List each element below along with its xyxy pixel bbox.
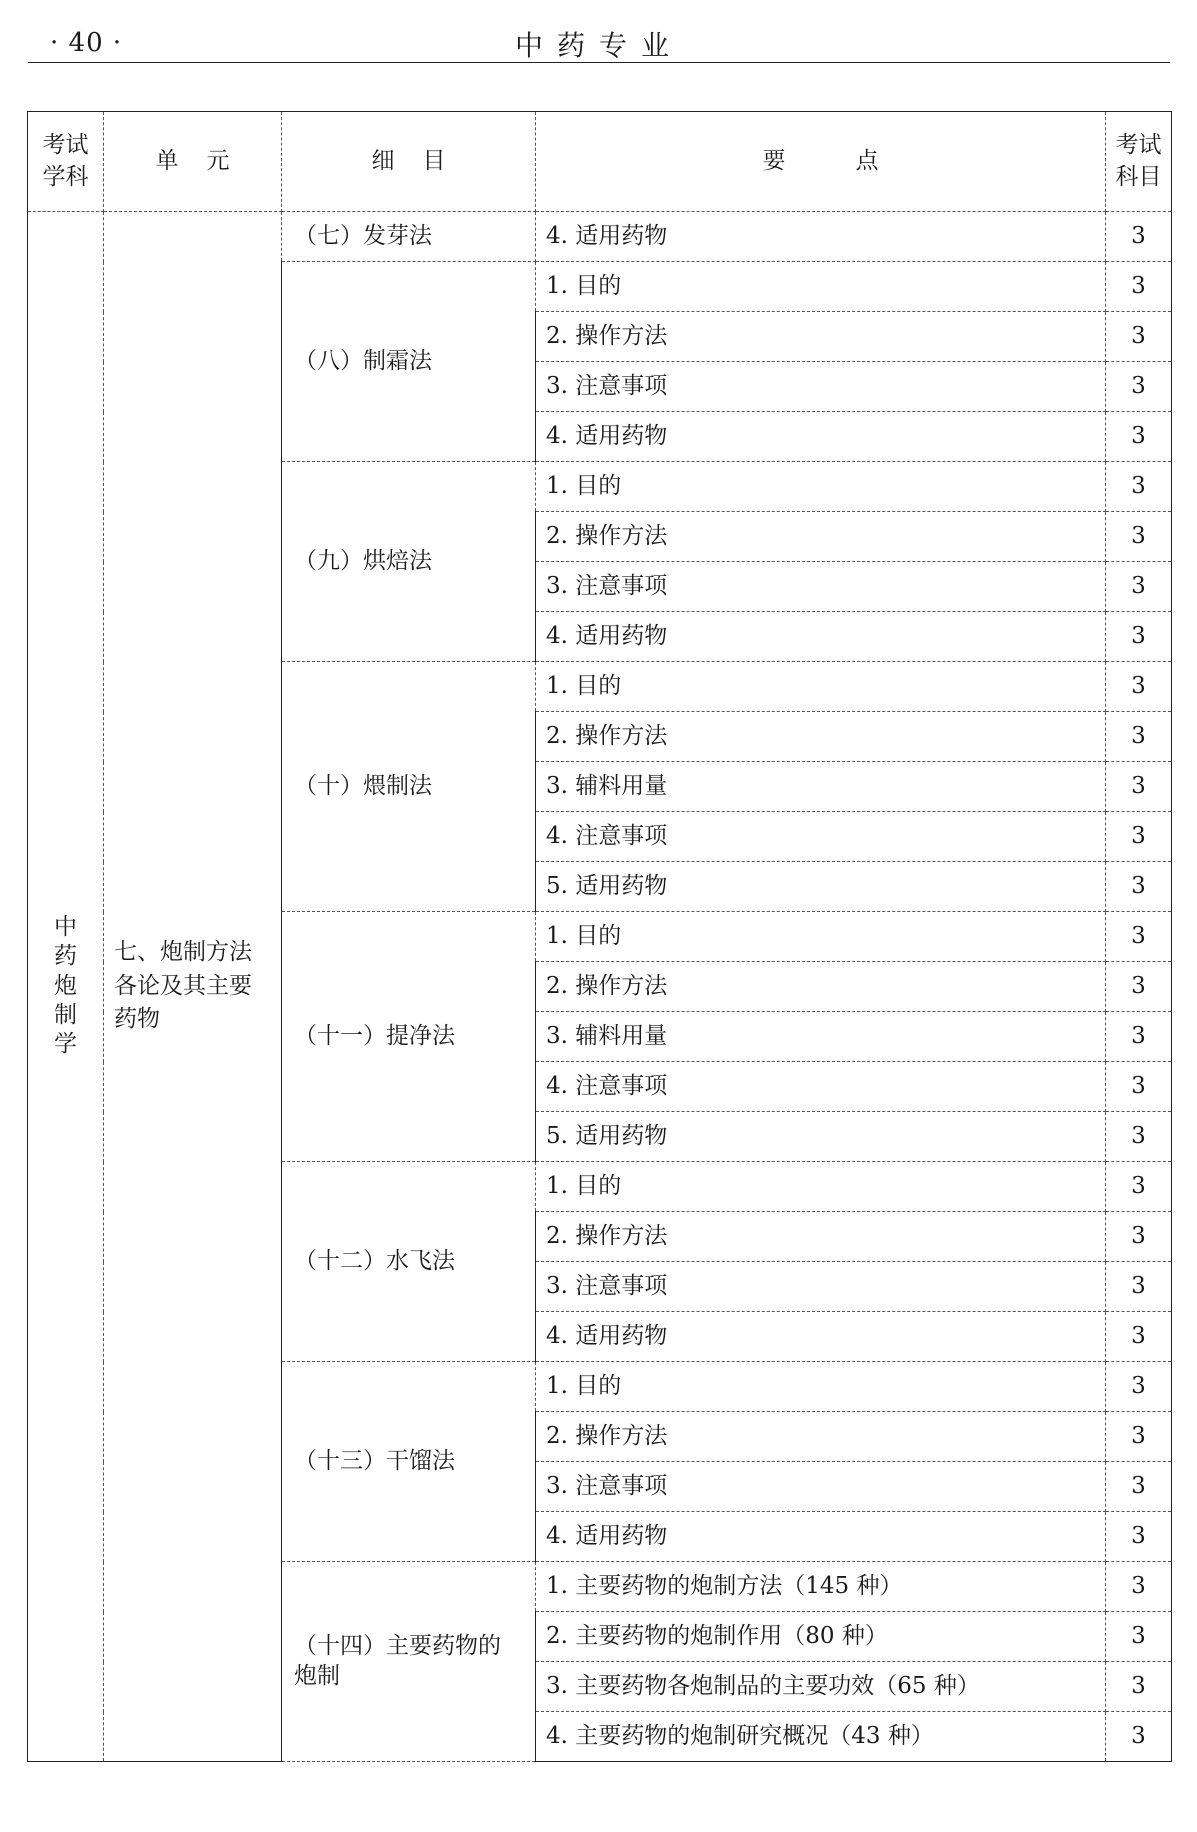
page-title: 中药专业 — [514, 29, 683, 62]
point-cell: 3. 辅料用量 — [536, 762, 1106, 812]
item-cell: （十四）主要药物的炮制 — [282, 1562, 536, 1762]
point-cell: 2. 操作方法 — [536, 512, 1106, 562]
level-cell: 3 — [1106, 1062, 1172, 1112]
level-cell: 3 — [1106, 362, 1172, 412]
point-cell: 4. 适用药物 — [536, 1512, 1106, 1562]
item-cell: （十一）提净法 — [282, 912, 536, 1162]
page-number: · 40 · — [50, 28, 123, 58]
page-header — [28, 18, 1170, 63]
column-header-subject: 考试 学科 — [28, 112, 104, 212]
level-cell: 3 — [1106, 1712, 1172, 1762]
level-cell: 3 — [1106, 1612, 1172, 1662]
table-row — [28, 212, 1172, 262]
point-cell: 3. 辅料用量 — [536, 1012, 1106, 1062]
point-cell: 4. 主要药物的炮制研究概况（43 种） — [536, 1712, 1106, 1762]
point-cell: 4. 适用药物 — [536, 412, 1106, 462]
point-cell: 4. 注意事项 — [536, 1062, 1106, 1112]
level-cell: 3 — [1106, 212, 1172, 262]
point-cell: 1. 主要药物的炮制方法（145 种） — [536, 1562, 1106, 1612]
item-cell: （十）煨制法 — [282, 662, 536, 912]
point-cell: 2. 操作方法 — [536, 312, 1106, 362]
point-cell: 4. 注意事项 — [536, 812, 1106, 862]
level-cell: 3 — [1106, 662, 1172, 712]
point-cell: 1. 目的 — [536, 662, 1106, 712]
unit-cell — [104, 212, 282, 1762]
level-cell: 3 — [1106, 1412, 1172, 1462]
item-cell: （十三）干馏法 — [282, 1362, 536, 1562]
level-cell: 3 — [1106, 912, 1172, 962]
level-cell: 3 — [1106, 512, 1172, 562]
level-cell: 3 — [1106, 862, 1172, 912]
subject-name: 中药炮制学 — [54, 913, 77, 1058]
level-cell: 3 — [1106, 1162, 1172, 1212]
point-cell: 2. 主要药物的炮制作用（80 种） — [536, 1612, 1106, 1662]
column-header-level: 考试 科目 — [1106, 112, 1172, 212]
point-cell: 3. 主要药物各炮制品的主要功效（65 种） — [536, 1662, 1106, 1712]
level-cell: 3 — [1106, 562, 1172, 612]
point-cell: 3. 注意事项 — [536, 362, 1106, 412]
column-header-points: 要点 — [536, 112, 1106, 212]
level-cell: 3 — [1106, 1312, 1172, 1362]
point-cell: 1. 目的 — [536, 1162, 1106, 1212]
point-cell: 4. 适用药物 — [536, 1312, 1106, 1362]
point-cell: 1. 目的 — [536, 1362, 1106, 1412]
point-cell: 4. 适用药物 — [536, 612, 1106, 662]
point-cell: 1. 目的 — [536, 462, 1106, 512]
column-header-unit: 单元 — [104, 112, 282, 212]
subject-cell — [28, 212, 104, 1762]
item-cell: （七）发芽法 — [282, 212, 536, 262]
level-cell: 3 — [1106, 1212, 1172, 1262]
item-cell: （九）烘焙法 — [282, 462, 536, 662]
point-cell: 4. 适用药物 — [536, 212, 1106, 262]
item-cell: （十二）水飞法 — [282, 1162, 536, 1362]
point-cell: 3. 注意事项 — [536, 562, 1106, 612]
level-cell: 3 — [1106, 1512, 1172, 1562]
level-cell: 3 — [1106, 312, 1172, 362]
point-cell: 2. 操作方法 — [536, 1412, 1106, 1462]
level-cell: 3 — [1106, 1662, 1172, 1712]
point-cell: 1. 目的 — [536, 912, 1106, 962]
level-cell: 3 — [1106, 462, 1172, 512]
point-cell: 5. 适用药物 — [536, 1112, 1106, 1162]
table-header-row — [28, 112, 1172, 212]
point-cell: 2. 操作方法 — [536, 962, 1106, 1012]
point-cell: 1. 目的 — [536, 262, 1106, 312]
syllabus-table — [27, 111, 1172, 1762]
level-cell: 3 — [1106, 1462, 1172, 1512]
level-cell: 3 — [1106, 812, 1172, 862]
point-cell: 5. 适用药物 — [536, 862, 1106, 912]
point-cell: 3. 注意事项 — [536, 1262, 1106, 1312]
point-cell: 2. 操作方法 — [536, 712, 1106, 762]
level-cell: 3 — [1106, 712, 1172, 762]
item-cell: （八）制霜法 — [282, 262, 536, 462]
column-header-item: 细目 — [282, 112, 536, 212]
level-cell: 3 — [1106, 1262, 1172, 1312]
level-cell: 3 — [1106, 262, 1172, 312]
level-cell: 3 — [1106, 1362, 1172, 1412]
level-cell: 3 — [1106, 412, 1172, 462]
level-cell: 3 — [1106, 962, 1172, 1012]
unit-name: 七、炮制方法各论及其主要药物 — [114, 939, 252, 1033]
level-cell: 3 — [1106, 1012, 1172, 1062]
level-cell: 3 — [1106, 612, 1172, 662]
level-cell: 3 — [1106, 762, 1172, 812]
point-cell: 2. 操作方法 — [536, 1212, 1106, 1262]
level-cell: 3 — [1106, 1112, 1172, 1162]
level-cell: 3 — [1106, 1562, 1172, 1612]
point-cell: 3. 注意事项 — [536, 1462, 1106, 1512]
table-body — [28, 212, 1172, 1762]
